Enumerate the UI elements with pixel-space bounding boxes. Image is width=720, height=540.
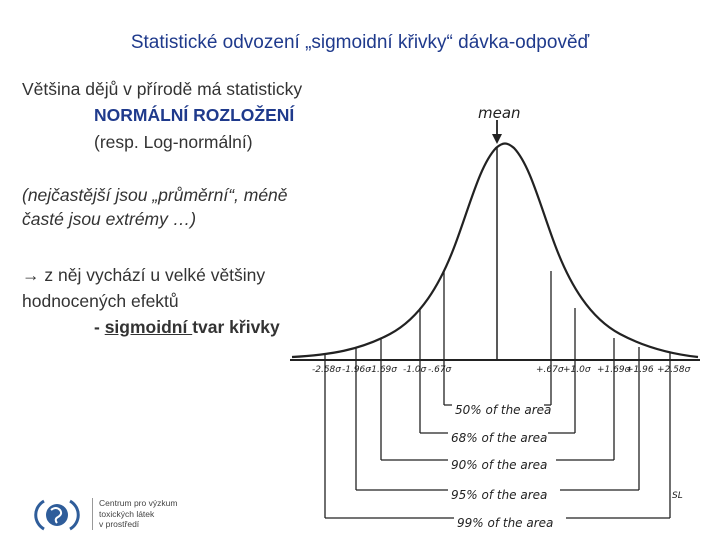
tick-label: +1.69σ xyxy=(597,365,631,375)
slide-title: Statistické odvození „sigmoidní křivky“ dávka-odpověď xyxy=(130,32,590,53)
text-line-8-suffix: tvar křivky xyxy=(192,317,280,337)
text-line-normal-distribution: NORMÁLNÍ ROZLOŽENÍ xyxy=(94,105,295,125)
organization-logo-icon xyxy=(34,495,80,535)
text-line-8-prefix: - xyxy=(94,317,105,337)
text-line-1: Většina dějů v přírodě má statisticky xyxy=(22,79,303,99)
bracket-label: 95% of the area xyxy=(451,488,548,502)
text-line-6-content: z něj vychází u velké většiny xyxy=(39,265,266,285)
mean-label: mean xyxy=(478,104,521,122)
mean-arrowhead xyxy=(492,134,502,144)
arrow-icon: → xyxy=(22,265,40,285)
tick-label: -.67σ xyxy=(428,365,452,375)
tick-label: -1.69σ xyxy=(368,365,397,375)
tick-label: +1.96 xyxy=(626,365,654,375)
bracket-label: 99% of the area xyxy=(457,516,554,530)
bracket-label: 50% of the area xyxy=(455,403,552,417)
text-line-5: časté jsou extrémy …) xyxy=(22,209,197,229)
tick-label: -1.96σ xyxy=(342,365,371,375)
tick-label: +1.0σ xyxy=(563,365,591,375)
organization-name xyxy=(92,498,177,530)
org-line-1: Centrum pro výzkum xyxy=(99,498,178,508)
tick-label: +.67σ xyxy=(536,365,564,375)
text-line-4: (nejčastější jsou „průměrní“, méně xyxy=(22,185,288,205)
org-line-2: toxických látek xyxy=(99,508,155,519)
bell-curve xyxy=(292,144,698,358)
signature-label: SL xyxy=(672,491,683,501)
bracket-label: 68% of the area xyxy=(451,431,548,445)
tick-label: -2.58σ xyxy=(312,365,341,375)
text-line-lognormal: (resp. Log-normální) xyxy=(94,132,253,152)
tick-label: +2.58σ xyxy=(657,365,691,375)
org-line-3: v prostředí xyxy=(99,519,140,529)
text-line-7: hodnocených efektů xyxy=(22,291,179,311)
bracket-label: 90% of the area xyxy=(451,458,548,472)
text-line-8-underlined: sigmoidní xyxy=(104,317,193,337)
tick-label: -1.0σ xyxy=(403,365,427,375)
